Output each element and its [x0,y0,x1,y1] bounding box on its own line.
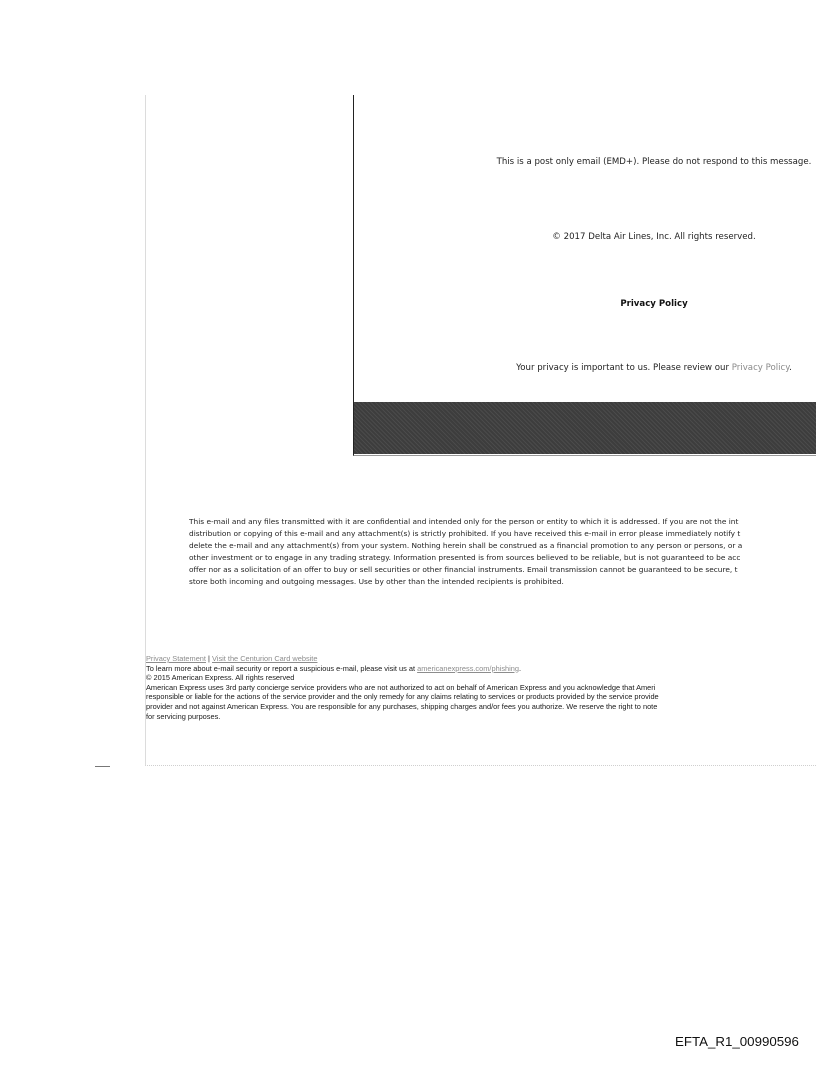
security-text: To learn more about e-mail security or report a suspicious e-mail, please visit us at [146,663,418,673]
post-only-notice: This is a post only email (EMD+). Please do not respond to this message. [496,157,812,167]
privacy-notice-end: . [789,363,792,373]
disclaimer-line: delete the e-mail and any attachment(s) from your system. Nothing herein shall be construed as a financial promotion to any person or persons, or a [189,541,743,550]
confidentiality-disclaimer [189,516,816,588]
privacy-notice-text: Your privacy is important to us. Please review our [516,363,730,373]
amex-copyright: © 2015 American Express. All rights reserved [146,673,295,683]
privacy-policy-link[interactable]: Privacy Policy [731,363,790,373]
link-separator: | [205,654,213,663]
concierge-line: for servicing purposes. [146,711,221,721]
security-notice [146,664,816,674]
delta-copyright: © 2017 Delta Air Lines, Inc. All rights reserved. [552,232,756,242]
privacy-policy-heading: Privacy Policy [620,299,688,309]
concierge-line: responsible or liable for the actions of the service provider and the only remedy for any claims relating to services or products provided by the service provide [146,692,659,702]
centurion-card-link[interactable]: Visit the Centurion Card website [212,654,318,663]
disclaimer-line: other investment or to engage in any trading strategy. Information presented is from sources believed to be reliable, but is not guaranteed to be acc [189,553,741,562]
concierge-line: provider and not against American Express. You are responsible for any purchases, shipping charges and/or fees you authorize. We reserve the right to note [146,701,658,711]
delta-footer-panel [353,95,816,456]
disclaimer-line: offer nor as a solicitation of an offer to buy or sell securities or other financial instruments. Email transmission cannot be guaranteed to be secure, t [189,565,738,574]
dark-footer-band [354,402,816,454]
amex-footer [146,654,816,721]
security-end: . [518,663,522,673]
amex-links-row [146,654,816,664]
concierge-line: American Express uses 3rd party concierge service providers who are not authorized to act on behalf of American Express and you acknowledge that Ameri [146,682,656,692]
phishing-link[interactable]: americanexpress.com/phishing [417,663,519,673]
disclaimer-line: distribution or copying of this e-mail and any attachment(s) is strictly prohibited. If you have received this e-mail in error please immediately notify t [189,529,741,538]
privacy-statement-link[interactable]: Privacy Statement [146,654,206,663]
document-id: EFTA_R1_00990596 [675,1034,799,1049]
disclaimer-line: This e-mail and any files transmitted with it are confidential and intended only for the person or entity to which it is addressed. If you are not the int [189,517,739,526]
disclaimer-line: store both incoming and outgoing messages. Use by other than the intended recipients is prohibited. [189,577,564,586]
privacy-notice [354,363,816,373]
divider-mark [95,766,110,767]
